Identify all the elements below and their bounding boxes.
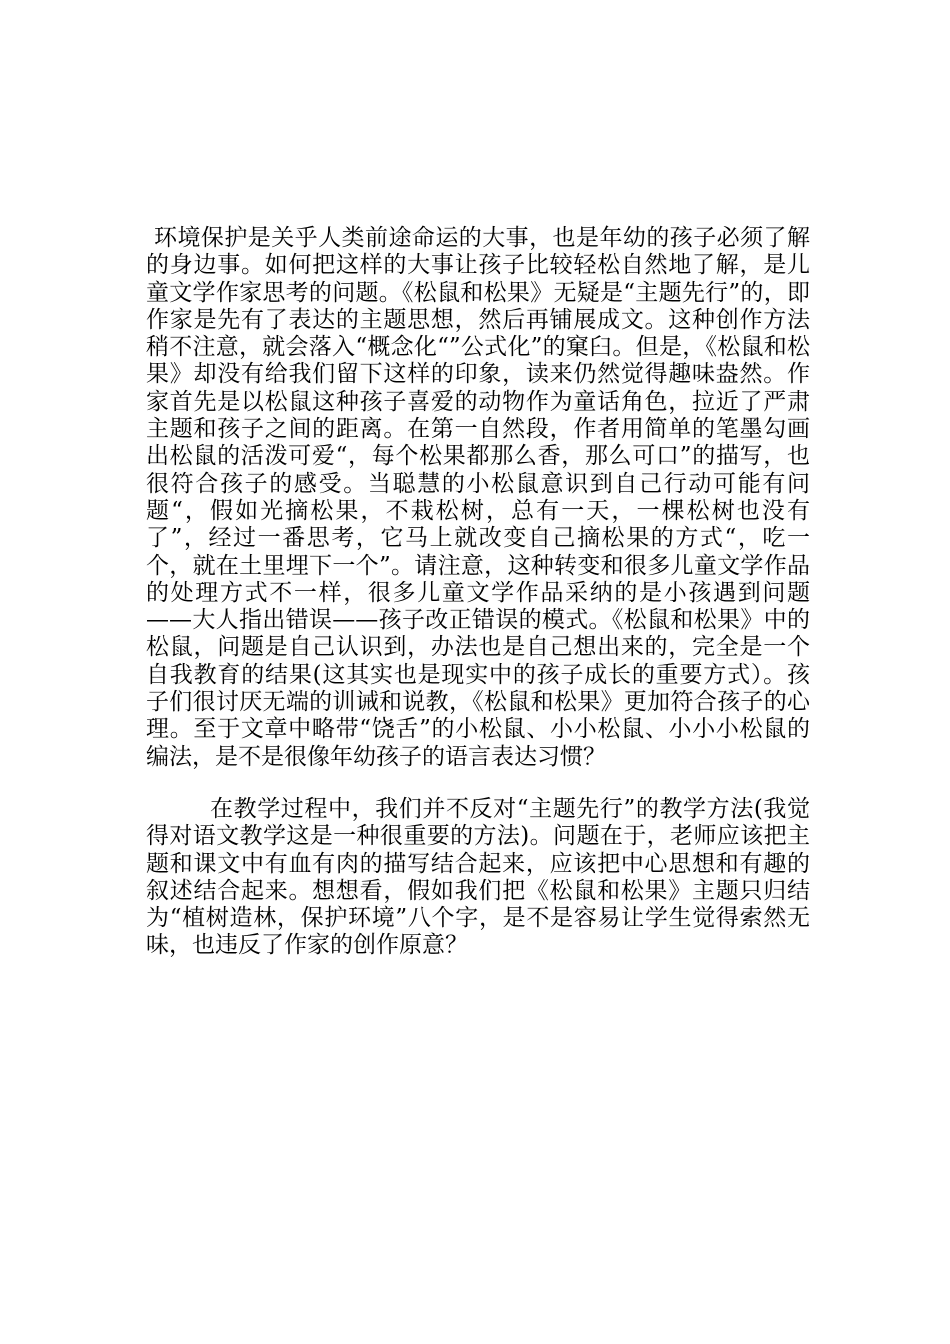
- paragraph-2: 在教学过程中，我们并不反对“主题先行”的教学方法(我觉得对语文教学这是一种很重要的方法)。问题在于，老师应该把主题和课文中有血有肉的描写结合起来，应该把中心思想和有趣的叙述结合起来。想想看，假如我们把《松鼠和松果》主题只归结为“植树造林，保护环境”八个字，是不是容易让学生觉得索然无味，也违反了作家的创作原意？: [146, 796, 810, 959]
- paragraph-1: 环境保护是关乎人类前途命运的大事，也是年幼的孩子必须了解的身边事。如何把这样的大事让孩子比较轻松自然地了解，是儿童文学作家思考的问题。《松鼠和松果》无疑是“主题先行”的，即作家是先有了表达的主题思想，然后再铺展成文。这种创作方法稍不注意，就会落入“概念化“”公式化”的窠臼。但是，《松鼠和松果》却没有给我们留下这样的印象，读来仍然觉得趣味盎然。作家首先是以松鼠这种孩子喜爱的动物作为童话角色，拉近了严肃主题和孩子之间的距离。在第一自然段，作者用简单的笔墨勾画出松鼠的活泼可爱“，每个松果都那么香，那么可口”的描写，也很符合孩子的感受。当聪慧的小松鼠意识到自己行动可能有问题“，假如光摘松果，不栽松树，总有一天，一棵松树也没有了”，经过一番思考，它马上就改变自己摘松果的方式“，吃一个，就在土里埋下一个”。请注意，这种转变和很多儿童文学作品的处理方式不一样，很多儿童文学作品采纳的是小孩遇到问题——大人指出错误——孩子改正错误的模式。《松鼠和松果》中的松鼠，问题是自己认识到，办法也是自己想出来的，完全是一个自我教育的结果(这其实也是现实中的孩子成长的重要方式）。孩子们很讨厌无端的训诫和说教，《松鼠和松果》更加符合孩子的心理。至于文章中略带“饶舌”的小松鼠、小小松鼠、小小小松鼠的编法，是不是很像年幼孩子的语言表达习惯？: [146, 225, 810, 770]
